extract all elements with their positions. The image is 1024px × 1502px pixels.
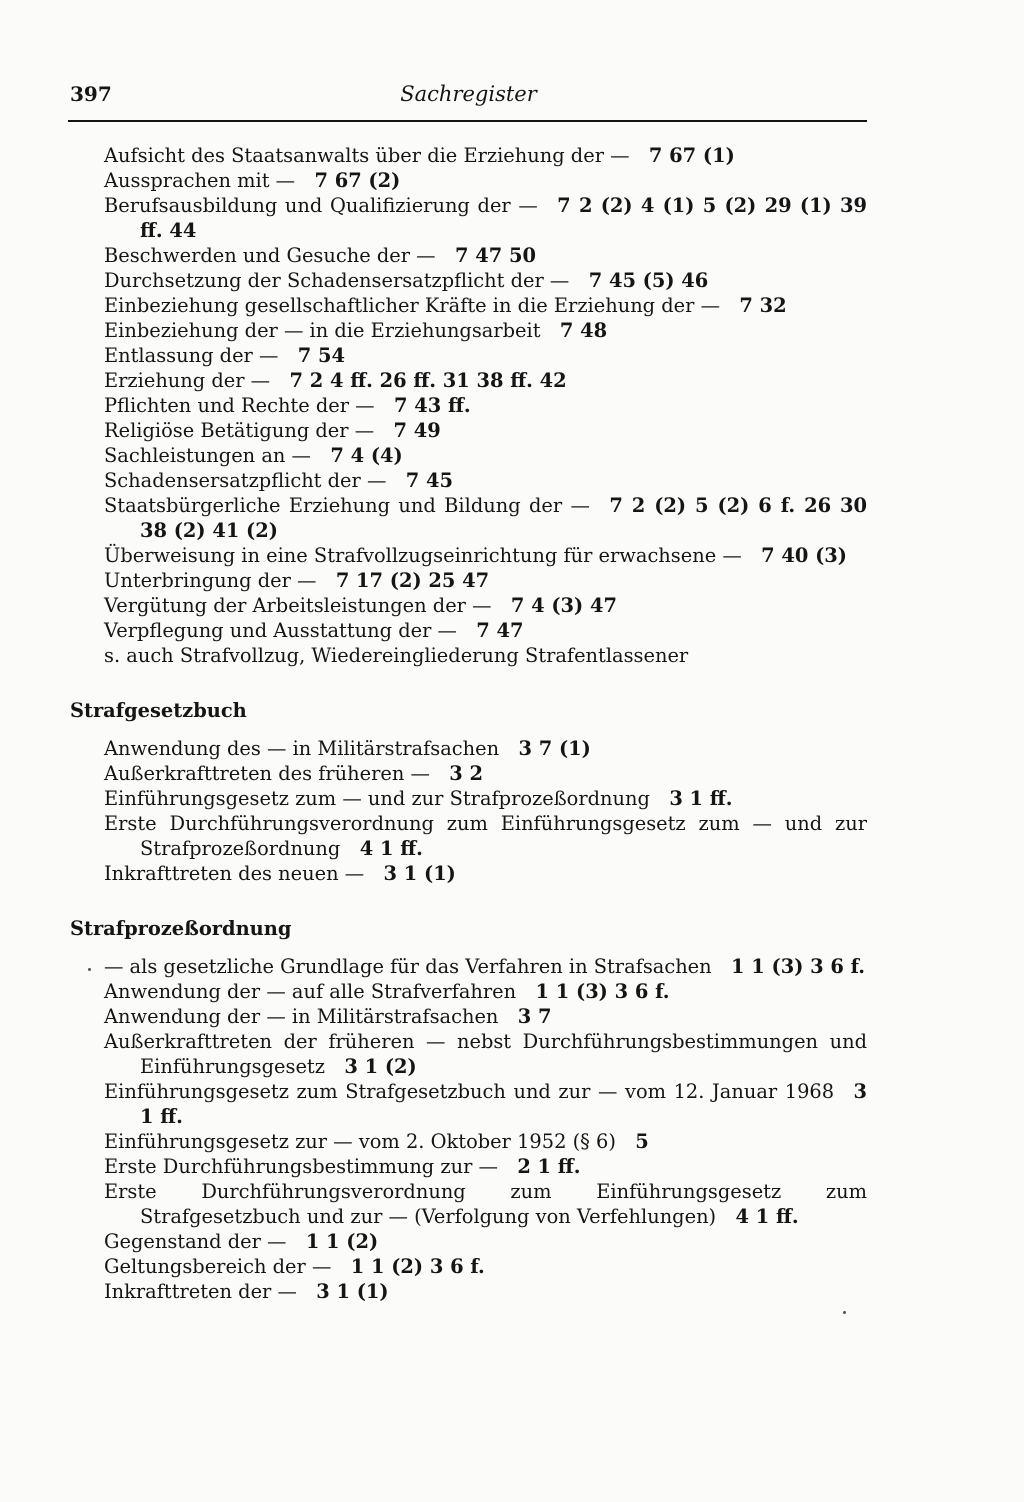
- entry-reference: 3 1 ff.: [669, 787, 733, 810]
- entry-text: Einführungsgesetz zur — vom 2. Oktober 1952 (§ 6): [104, 1130, 636, 1153]
- entry-reference: 7 2 4 ff. 26 ff. 31 38 ff. 42: [289, 369, 567, 392]
- print-speck: [88, 968, 91, 971]
- index-entry: [104, 1279, 867, 1304]
- entry-reference: 3 1 (1): [383, 862, 456, 885]
- entry-text: Aussprachen mit —: [104, 169, 315, 192]
- entry-reference: 3 1 (2): [344, 1055, 417, 1078]
- index-entry: [104, 593, 867, 618]
- entry-text: Inkrafttreten des neuen —: [104, 862, 384, 885]
- index-entry: [104, 1129, 867, 1154]
- entry-reference: 7 4 (3) 47: [510, 594, 617, 617]
- entry-text: Erste Durchführungsbestimmung zur —: [104, 1155, 518, 1178]
- entry-text: Anwendung der — auf alle Strafverfahren: [104, 980, 536, 1003]
- entry-reference: 7 45 (5) 46: [588, 269, 709, 292]
- index-entry: [104, 954, 867, 979]
- entry-reference: 7 40 (3): [761, 544, 847, 567]
- entry-text: Erziehung der —: [104, 369, 290, 392]
- entry-reference: 2 1 ff.: [517, 1155, 581, 1178]
- index-entry: [104, 243, 867, 268]
- index-entry: [104, 1029, 867, 1079]
- index-sections: [70, 698, 867, 1304]
- index-entry: [104, 1179, 867, 1229]
- entry-reference: 7 4 (4): [330, 444, 403, 467]
- entry-text: Vergütung der Arbeitsleistungen der —: [104, 594, 511, 617]
- entry-text: Religiöse Betätigung der —: [104, 419, 394, 442]
- index-entry: [104, 393, 867, 418]
- index-section: [70, 916, 867, 1304]
- index-entry: [104, 568, 867, 593]
- index-entry: [104, 979, 867, 1004]
- entry-reference: 7 2 (2) 5 (2) 6 f. 26 30 38 (2) 41 (2): [140, 494, 867, 542]
- entry-text: Aufsicht des Staatsanwalts über die Erziehung der —: [104, 144, 649, 167]
- index-entry: [104, 468, 867, 493]
- index-entry: [104, 643, 867, 668]
- entry-text: Schadensersatzpflicht der —: [104, 469, 406, 492]
- index-entry: [104, 168, 867, 193]
- entry-text: Durchsetzung der Schadensersatzpflicht der —: [104, 269, 589, 292]
- entry-reference: 1 1 (2): [305, 1230, 379, 1253]
- index-entry: [104, 811, 867, 861]
- index-entry: [104, 343, 867, 368]
- index-entry: [104, 293, 867, 318]
- index-entry: [104, 1254, 867, 1279]
- entry-text: Beschwerden und Gesuche der —: [104, 244, 455, 267]
- entry-text: Einbeziehung der — in die Erziehungsarbeit: [104, 319, 560, 342]
- entry-reference: 3 7: [517, 1005, 552, 1028]
- entry-reference: 7 2 (2) 4 (1) 5 (2) 29 (1) 39 ff. 44: [140, 194, 867, 242]
- index-entry: [104, 1079, 867, 1129]
- index-entry: [104, 268, 867, 293]
- index-entry: [104, 443, 867, 468]
- entry-text: Einführungsgesetz zum Strafgesetzbuch und zur — vom 12. Januar 1968: [104, 1080, 854, 1103]
- entry-text: Entlassung der —: [104, 344, 298, 367]
- entry-reference: 7 47: [476, 619, 524, 642]
- entry-text: Überweisung in eine Strafvollzugseinrichtung für erwachsene —: [104, 544, 762, 567]
- entry-reference: 1 1 (2) 3 6 f.: [350, 1255, 485, 1278]
- entry-text: — als gesetzliche Grundlage für das Verfahren in Strafsachen: [104, 955, 732, 978]
- entry-reference: 5: [635, 1130, 649, 1153]
- index-entry: [104, 193, 867, 243]
- entry-text: Staatsbürgerliche Erziehung und Bildung der —: [104, 494, 610, 517]
- entry-reference: 7 54: [297, 344, 345, 367]
- index-entry: [104, 493, 867, 543]
- entry-reference: 3 1 ff.: [140, 1080, 867, 1128]
- entry-text: Inkrafttreten der —: [104, 1280, 317, 1303]
- entry-reference: 4 1 ff.: [735, 1205, 799, 1228]
- entry-text: Pflichten und Rechte der —: [104, 394, 394, 417]
- index-entry: [104, 543, 867, 568]
- index-section: [70, 698, 867, 886]
- header-rule: [68, 120, 867, 122]
- entry-text: Außerkrafttreten der früheren — nebst Durchführungsbestimmungen und Einführungsgesetz: [104, 1030, 867, 1078]
- section-heading: Strafgesetzbuch: [70, 699, 247, 722]
- entry-reference: 1 1 (3) 3 6 f.: [535, 980, 670, 1003]
- index-entry: [104, 1229, 867, 1254]
- index-entry: [104, 418, 867, 443]
- entry-reference: 3 7 (1): [518, 737, 591, 760]
- entry-text: Anwendung des — in Militärstrafsachen: [104, 737, 519, 760]
- index-entry: [104, 1154, 867, 1179]
- entry-reference: 7 67 (1): [648, 144, 735, 167]
- entry-text: Unterbringung der —: [104, 569, 336, 592]
- entry-reference: 7 48: [559, 319, 608, 342]
- entry-text: Gegenstand der —: [104, 1230, 306, 1253]
- page-header: [70, 78, 867, 118]
- entry-text: Einbeziehung gesellschaftlicher Kräfte in die Erziehung der —: [104, 294, 740, 317]
- index-entry: [104, 761, 867, 786]
- index-content: [70, 143, 867, 1304]
- index-entry: [104, 736, 867, 761]
- entry-reference: 3 2: [449, 762, 484, 785]
- entry-reference: 3 1 (1): [316, 1280, 389, 1303]
- running-title: Sachregister: [400, 82, 537, 106]
- entry-reference: 7 49: [393, 419, 441, 442]
- index-entry: [104, 368, 867, 393]
- entry-text: Sachleistungen an —: [104, 444, 331, 467]
- entry-reference: 7 67 (2): [314, 169, 401, 192]
- entry-text: Außerkrafttreten des früheren —: [104, 762, 450, 785]
- entry-reference: 7 45: [405, 469, 453, 492]
- entry-reference: 7 47 50: [454, 244, 536, 267]
- index-entry: [104, 861, 867, 886]
- print-speck: [843, 1311, 846, 1314]
- entry-reference: 4 1 ff.: [359, 837, 423, 860]
- index-entry: [104, 143, 867, 168]
- page-number: 397: [70, 82, 112, 106]
- entry-text: Geltungsbereich der —: [104, 1255, 351, 1278]
- entry-text: Berufsausbildung und Qualifizierung der —: [104, 194, 558, 217]
- entry-text: Erste Durchführungsverordnung zum Einführungsgesetz zum Strafgesetzbuch und zur — (Verfolgung von Verfehlungen): [104, 1180, 867, 1228]
- entry-text: s. auch Strafvollzug, Wiedereingliederung Strafentlassener: [104, 644, 689, 667]
- entry-text: Anwendung der — in Militärstrafsachen: [104, 1005, 518, 1028]
- entry-reference: 1 1 (3) 3 6 f.: [731, 955, 866, 978]
- entry-reference: 7 43 ff.: [393, 394, 471, 417]
- continued-entries: [70, 143, 867, 668]
- index-entry: [104, 318, 867, 343]
- index-entry: [104, 618, 867, 643]
- entry-reference: 7 32: [739, 294, 787, 317]
- entry-reference: 7 17 (2) 25 47: [335, 569, 490, 592]
- section-heading: Strafprozeßordnung: [70, 917, 292, 940]
- entry-text: Verpflegung und Ausstattung der —: [104, 619, 477, 642]
- entry-text: Erste Durchführungsverordnung zum Einführungsgesetz zum — und zur Strafprozeßordnung: [104, 812, 867, 860]
- entry-text: Einführungsgesetz zum — und zur Strafprozeßordnung: [104, 787, 670, 810]
- index-entry: [104, 786, 867, 811]
- index-entry: [104, 1004, 867, 1029]
